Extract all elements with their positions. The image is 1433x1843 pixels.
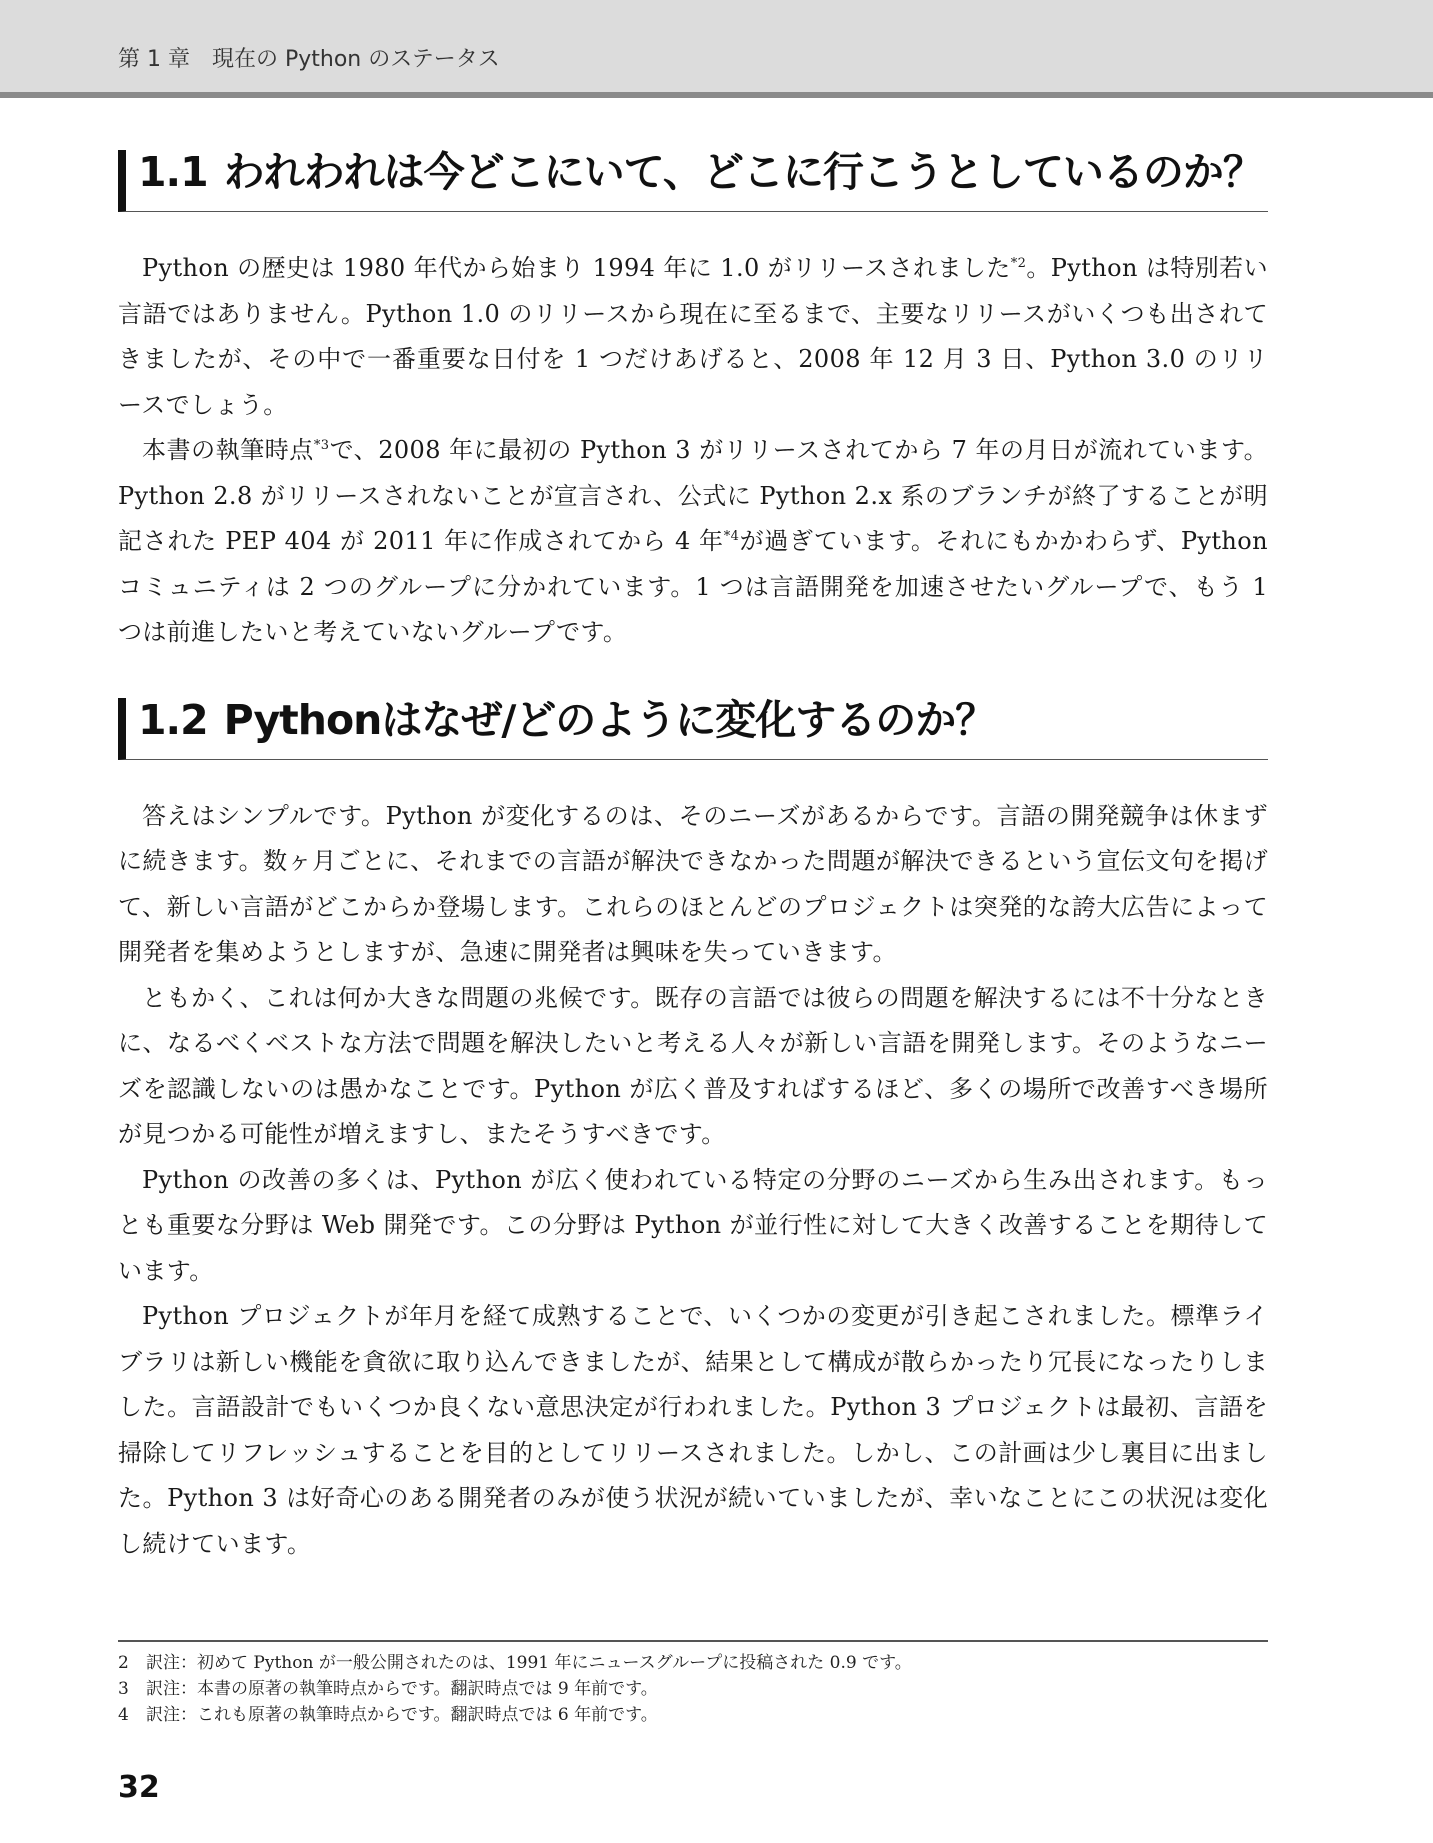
page-content: [118, 150, 1268, 1567]
section-number: 1.2: [138, 695, 208, 744]
section-1-1: [118, 150, 1268, 656]
section-1-2: [118, 695, 1268, 1568]
footnote: [118, 1676, 1268, 1702]
footnote: [118, 1702, 1268, 1728]
header-rule: [0, 92, 1433, 98]
text-run: 本書の執筆時点: [142, 436, 314, 464]
text-run: で、2008 年に最初の Python 3 がリリースされてから 7 年の月日が流れています。Python 2.8 がリリースされないことが宣言され、公式に Python 2.x 系のブランチが終了することが明記された PEP 404 が 2011 年に作成されてから 4 年: [118, 436, 1268, 555]
paragraph: [118, 428, 1268, 656]
paragraph: 答えはシンプルです。Python が変化するのは、そのニーズがあるからです。言語の開発競争は休まずに続きます。数ヶ月ごとに、それまでの言語が解決できなかった問題が解決できるという宣伝文句を掲げて、新しい言語がどこからか登場します。これらのほとんどのプロジェクトは突発的な誇大広告によって開発者を集めようとしますが、急速に開発者は興味を失っていきます。: [118, 801, 1268, 966]
paragraph: Python の改善の多くは、Python が広く使われている特定の分野のニーズから生み出されます。もっとも重要な分野は Web 開発です。この分野は Python が並行性に対して大きく改善することを期待しています。: [118, 1165, 1268, 1285]
section-body: [118, 794, 1268, 1568]
paragraph: [118, 246, 1268, 428]
section-heading: [118, 695, 1268, 760]
footnote-text: 訳注：本書の原著の執筆時点からです。翻訳時点では 9 年前です。: [146, 1679, 658, 1699]
footnote: [118, 1650, 1268, 1676]
running-header-text: 第 1 章 現在の Python のステータス: [118, 47, 500, 72]
text-run: 。Python は特別若い言語ではありません。Python 1.0 のリリースから現在に至るまで、主要なリリースがいくつも出されてきましたが、その中で一番重要な日付を 1 つだけあげると、2008 年 12 月 3 日、Python 3.0 のリリースでしょう。: [118, 254, 1268, 419]
section-title: われわれは今どこにいて、どこに行こうとしているのか？: [223, 148, 1263, 196]
section-number: 1.1: [138, 148, 208, 196]
paragraph: Python プロジェクトが年月を経て成熟することで、いくつかの変更が引き起こされました。標準ライブラリは新しい機能を貪欲に取り込んできましたが、結果として構成が散らかったり冗長になったりしました。言語設計でもいくつか良くない意思決定が行われました。Python 3 プロジェクトは最初、言語を掃除してリフレッシュすることを目的としてリリースされました。しかし、この計画は少し裏目に出ました。Python 3 は好奇心のある開発者のみが使う状況が続いていましたが、幸いなことにこの状況は変化し続けています。: [118, 1302, 1268, 1558]
footnote-text: 訳注：これも原著の執筆時点からです。翻訳時点では 6 年前です。: [146, 1705, 658, 1725]
text-run: Python の歴史は 1980 年代から始まり 1994 年に 1.0 がリリースされました: [142, 254, 1011, 282]
section-heading: [118, 150, 1268, 212]
footnote-number: 3: [118, 1679, 129, 1699]
footnote-text: 訳注：初めて Python が一般公開されたのは、1991 年にニュースグループに投稿された 0.9 です。: [146, 1653, 912, 1673]
footnote-ref: *2: [1010, 256, 1027, 271]
section-body: [118, 246, 1268, 656]
page-number: 32: [118, 1770, 160, 1805]
running-header: [0, 0, 1433, 92]
section-title: Pythonはなぜ/どのように変化するのか？: [223, 695, 996, 744]
footnote-ref: *4: [723, 529, 740, 544]
text-run: が過ぎています。それにもかかわらず、Python コミュニティは 2 つのグループに分かれています。1 つは言語開発を加速させたいグループで、もう 1 つは前進したいと考えていないグループです。: [118, 527, 1268, 646]
footnote-ref: *3: [313, 438, 330, 453]
footnote-number: 4: [118, 1705, 129, 1725]
footnote-rule: [118, 1640, 1268, 1642]
footnote-number: 2: [118, 1653, 129, 1673]
footnotes: [118, 1650, 1268, 1728]
paragraph: ともかく、これは何か大きな問題の兆候です。既存の言語では彼らの問題を解決するには不十分なときに、なるべくベストな方法で問題を解決したいと考える人々が新しい言語を開発します。そのようなニーズを認識しないのは愚かなことです。Python が広く普及すればするほど、多くの場所で改善すべき場所が見つかる可能性が増えますし、またそうすべきです。: [118, 983, 1268, 1148]
